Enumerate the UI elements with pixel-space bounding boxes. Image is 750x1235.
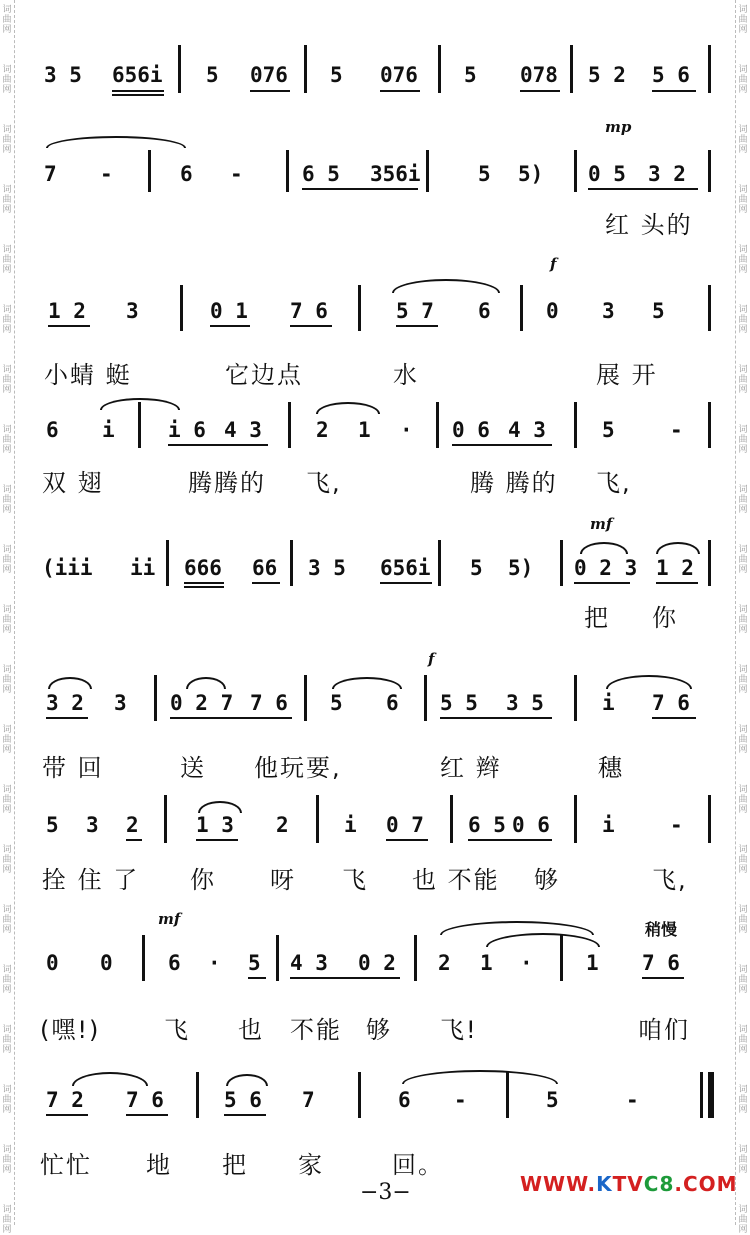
underline [452,444,552,446]
note-group: 6 [46,418,59,442]
lyric: 你 [652,604,678,632]
slur [186,677,226,689]
lyric: 把 [584,604,610,632]
lyric: 展 开 [596,361,658,389]
lyric: 腾 腾的 [470,469,558,497]
score-row-4 [40,402,720,462]
note-group: 6 [386,691,399,715]
note-group: · [400,418,413,442]
watermark-text: 词 曲 网 [2,905,12,935]
slur [226,1074,268,1086]
underline [380,90,420,92]
underline [196,839,238,841]
underline [290,325,332,327]
underline [184,586,224,588]
score-row-2 [40,150,720,210]
note-group: 0 [546,299,559,323]
site-link-c8: C8 [643,1172,675,1196]
note-group: i [102,418,115,442]
slur [46,136,186,148]
note-group: 5 [330,691,343,715]
note-group: 5 [470,556,483,580]
underline [48,325,90,327]
bar-line [560,540,563,586]
slur [332,677,402,689]
note-group: 076 [380,63,418,87]
right-margin-watermark [735,0,750,1235]
underline [468,839,552,841]
underline [46,717,88,719]
slur [486,933,600,947]
note-group: 5 6 [224,1088,262,1112]
note-group: 4 3 [224,418,262,442]
watermark-text: 词 曲 网 [2,965,12,995]
note-group: i 6 [168,418,206,442]
note-group: 3 [602,299,615,323]
watermark-text: 词 曲 网 [738,305,748,335]
note-group: 3 [126,299,139,323]
bar-line [450,795,453,843]
watermark-text: 词 曲 网 [2,785,12,815]
note-group: 6 [478,299,491,323]
site-link-www: WWW. [520,1172,597,1196]
note-group: 656i [112,63,163,87]
bar-line [164,795,167,843]
note-group: 3 5 [308,556,346,580]
note-group: 0 1 [210,299,248,323]
lyric: 地 [146,1151,172,1179]
final-bar-line [708,1072,714,1118]
note-group: - [670,418,683,442]
bar-line [708,540,711,586]
watermark-text: 词 曲 网 [2,245,12,275]
bar-line [708,150,711,192]
bar-line [574,402,577,448]
note-group: 7 6 [652,691,690,715]
note-group: 3 5 [506,691,544,715]
note-group: 1 2 [48,299,86,323]
bar-line [166,540,169,586]
slur [402,1070,558,1084]
underline [170,717,292,719]
watermark-text: 词 曲 网 [2,845,12,875]
underline [440,717,552,719]
lyric: 双 翅 [42,469,104,497]
watermark-text: 词 曲 网 [738,5,748,35]
bar-line [708,45,711,93]
note-group: 5 6 [652,63,690,87]
watermark-text: 词 曲 网 [2,365,12,395]
note-group: 0 [100,951,113,975]
dynamic-mf: mf [590,515,613,533]
underline [656,582,698,584]
watermark-text: 词 曲 网 [738,65,748,95]
note-group: - [100,162,113,186]
bar-line [700,1072,703,1118]
bar-line [148,150,151,192]
slur [606,675,692,689]
note-group: 076 [250,63,288,87]
lyric: 不能 [290,1016,342,1044]
watermark-text: 词 曲 网 [738,1205,748,1235]
bar-line [708,285,711,331]
score-row-9 [40,1072,720,1132]
watermark-text: 词 曲 网 [2,1205,12,1235]
note-group: 6 [168,951,181,975]
bar-line [304,675,307,721]
note-group: 7 2 [46,1088,84,1112]
watermark-text: 词 曲 网 [2,425,12,455]
note-group: 0 6 [512,813,550,837]
underline [112,90,164,92]
note-group: 5 [330,63,343,87]
note-group: 3 [114,691,127,715]
bar-line [358,285,361,331]
dynamic-f: f [428,650,435,668]
note-group: 6 5 [468,813,506,837]
note-group: i [344,813,357,837]
bar-line [426,150,429,192]
underline [302,188,418,190]
note-group: - [626,1088,639,1112]
page-number: −3− [360,1180,411,1205]
note-group: 0 [46,951,59,975]
note-group: - [454,1088,467,1112]
bar-line [358,1072,361,1118]
tempo-marking: 稍慢 [645,920,678,939]
bar-line [424,675,427,721]
note-group: 078 [520,63,558,87]
note-group: 2 [316,418,329,442]
note-group: 3 2 [46,691,84,715]
lyric: 也 不能 [412,866,500,894]
note-group: 0 5 [588,162,626,186]
bar-line [288,402,291,448]
note-group: 7 6 [126,1088,164,1112]
left-margin-watermark [0,0,15,1235]
watermark-text: 词 曲 网 [2,725,12,755]
watermark-text: 词 曲 网 [738,845,748,875]
score-row-7 [40,795,720,855]
watermark-text: 词 曲 网 [2,125,12,155]
watermark-text: 词 曲 网 [2,65,12,95]
underline [588,188,698,190]
note-group: i [602,691,615,715]
slur [48,677,92,689]
score-row-6 [40,675,720,735]
bar-line [414,935,417,981]
dynamic-mf: mf [158,910,181,928]
underline [248,977,266,979]
bar-line [570,45,573,93]
note-group: 3 5 [44,63,82,87]
note-group: 5 [602,418,615,442]
lyric: 红 辫 [440,754,502,782]
note-group: - [670,813,683,837]
note-group: (iii [42,556,93,580]
note-group: 5 [478,162,491,186]
note-group: 666 [184,556,222,580]
note-group: 1 [480,951,493,975]
note-group: 5 [248,951,261,975]
underline [210,325,250,327]
watermark-text: 词 曲 网 [2,1025,12,1055]
lyric: 飞, [596,469,632,497]
underline [520,90,560,92]
note-group: 2 [438,951,451,975]
note-group: 5 [652,299,665,323]
score-row-5 [40,540,720,600]
slur [72,1072,148,1086]
note-group: 5 [46,813,59,837]
bar-line [316,795,319,843]
watermark-text: 词 曲 网 [738,725,748,755]
slur [440,921,594,935]
bar-line [180,285,183,331]
bar-line [304,45,307,93]
watermark-text: 词 曲 网 [738,1085,748,1115]
note-group: 0 6 [452,418,490,442]
slur [392,279,500,293]
note-group: 1 [358,418,371,442]
watermark-text: 词 曲 网 [738,485,748,515]
lyric: 带 回 [42,754,104,782]
underline [46,1114,88,1116]
note-group: 7 6 [250,691,288,715]
watermark-text: 词 曲 网 [738,245,748,275]
underline [642,977,684,979]
bar-line [142,935,145,981]
lyric: 咱们 [638,1016,690,1044]
note-group: 7 [44,162,57,186]
underline [252,582,280,584]
lyric: 回。 [392,1151,444,1179]
underline [396,325,438,327]
lyric: (嘿!) [40,1016,101,1044]
note-group: ii [130,556,156,580]
lyric: 忙忙 [40,1151,92,1179]
site-link-k: K [596,1172,613,1196]
underline [386,839,428,841]
note-group: 356i [370,162,421,186]
underline [652,717,696,719]
underline [380,582,432,584]
underline [184,582,224,584]
note-group: 5) [508,556,534,580]
lyric: 把 [222,1151,248,1179]
note-group: 6 [398,1088,411,1112]
dynamic-mp: mp [605,118,632,136]
note-group: 5) [518,162,544,186]
underline [168,444,268,446]
note-group: 1 3 [196,813,234,837]
lyric: 你 [190,866,216,894]
score-row-8 [40,935,720,995]
note-group: 7 [302,1088,315,1112]
note-group: 1 [586,951,599,975]
site-link-tv: TV [612,1172,644,1196]
underline [224,1114,266,1116]
underline [126,1114,168,1116]
underline [290,977,400,979]
watermark-text: 词 曲 网 [738,545,748,575]
watermark-text: 词 曲 网 [738,1145,748,1175]
note-group: · [208,951,221,975]
note-group: 66 [252,556,278,580]
watermark-text: 词 曲 网 [738,1025,748,1055]
dynamic-f: f [550,255,557,273]
lyric: 够 [366,1016,392,1044]
watermark-text: 词 曲 网 [738,605,748,635]
lyric: 腾腾的 [188,469,266,497]
bar-line [438,45,441,93]
watermark-text: 词 曲 网 [738,785,748,815]
lyric: 也 [238,1016,264,1044]
note-group: 4 3 [290,951,328,975]
note-group: 6 [180,162,193,186]
bar-line [436,402,439,448]
lyric: 它边点 [225,361,303,389]
note-group: 0 2 7 [170,691,234,715]
watermark-text: 词 曲 网 [2,545,12,575]
bar-line [276,935,279,981]
watermark-text: 词 曲 网 [2,305,12,335]
lyric: 水 [393,361,419,389]
bar-line [154,675,157,721]
note-group: i [602,813,615,837]
note-group: · [520,951,533,975]
lyric: 呀 [270,866,296,894]
underline [574,582,630,584]
note-group: 7 6 [290,299,328,323]
lyric: 够 [534,866,560,894]
bar-line [290,540,293,586]
note-group: 3 [86,813,99,837]
slur [580,542,628,554]
underline [652,90,696,92]
note-group: 0 2 3 [574,556,638,580]
note-group: 4 3 [508,418,546,442]
lyric: 飞, [306,469,342,497]
site-link-com: .COM [674,1172,738,1196]
watermark-text: 词 曲 网 [738,125,748,155]
bar-line [196,1072,199,1118]
watermark-text: 词 曲 网 [2,485,12,515]
watermark-text: 词 曲 网 [738,365,748,395]
bar-line [708,402,711,448]
watermark-text: 词 曲 网 [2,1145,12,1175]
bar-line [178,45,181,93]
slur [316,402,380,414]
lyric: 拴 住 了 [42,866,140,894]
watermark-text: 词 曲 网 [738,965,748,995]
lyric: 穗 [598,754,624,782]
lyric: 送 [180,754,206,782]
note-group: 5 7 [396,299,434,323]
bar-line [574,675,577,721]
note-group: 656i [380,556,431,580]
slur [656,542,700,554]
slur [198,801,242,813]
bar-line [438,540,441,586]
lyric: 家 [298,1151,324,1179]
lyric: 飞! [440,1016,478,1044]
note-group: 6 5 [302,162,340,186]
bar-line [520,285,523,331]
bar-line [138,402,141,448]
bar-line [286,150,289,192]
lyric: 飞 [342,866,368,894]
score-row-3 [40,285,720,345]
note-group: 5 2 [588,63,626,87]
note-group: 5 [464,63,477,87]
watermark-text: 词 曲 网 [2,665,12,695]
note-group: 2 [126,813,139,837]
note-group: 1 2 [656,556,694,580]
underline [112,94,164,96]
lyric: 飞 [164,1016,190,1044]
note-group: 7 6 [642,951,680,975]
lyric: 他玩要, [254,754,342,782]
watermark-text: 词 曲 网 [738,425,748,455]
bar-line [574,150,577,192]
lyric: 飞, [652,866,688,894]
watermark-text: 词 曲 网 [738,665,748,695]
lyric-line: 红 头的 [605,211,693,239]
watermark-text: 词 曲 网 [738,185,748,215]
bar-line [560,935,563,981]
watermark-text: 词 曲 网 [2,1085,12,1115]
watermark-text: 词 曲 网 [738,905,748,935]
note-group: 0 7 [386,813,424,837]
note-group: 5 [206,63,219,87]
note-group: 5 [546,1088,559,1112]
watermark-text: 词 曲 网 [2,605,12,635]
note-group: 5 5 [440,691,478,715]
note-group: 3 2 [648,162,686,186]
bar-line [708,795,711,843]
note-group: 0 2 [358,951,396,975]
score-row-1 [40,45,720,105]
note-group: - [230,162,243,186]
lyric: 小蜻 蜓 [44,361,132,389]
site-link[interactable] [520,1172,738,1196]
watermark-text: 词 曲 网 [2,5,12,35]
underline [250,90,290,92]
note-group: 2 [276,813,289,837]
watermark-text: 词 曲 网 [2,185,12,215]
bar-line [574,795,577,843]
underline [126,839,142,841]
bar-line [506,1072,509,1118]
